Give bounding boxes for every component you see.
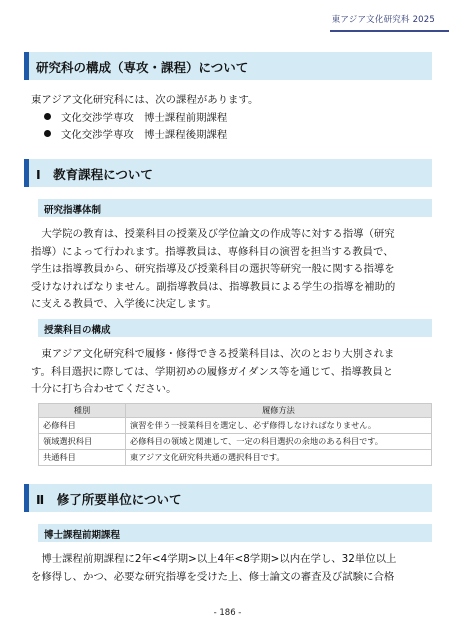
section-heading-units-text: Ⅱ 修了所要単位について: [36, 492, 182, 507]
table-header-row: [39, 404, 432, 418]
bullet-icon: [44, 113, 51, 120]
guidance-paragraph: [31, 226, 432, 314]
heading-accent-mark: [24, 159, 29, 187]
table-cell: 演習を伴う一授業科目を選定し、必ず修得しなければなりません。: [126, 418, 432, 434]
header-rule: [330, 30, 449, 32]
page-number: - 186 -: [213, 608, 242, 618]
table-row: [39, 434, 432, 450]
paragraph-line: 学生は指導教員から、研究指導及び授業科目の選択等研究一般に関する指導を: [31, 263, 395, 276]
table-cell: 必修科目の領域と関連して、一定の科目選択の余地のある科目です。: [126, 434, 432, 450]
section-heading-structure-text: 研究科の構成（専攻・課程）について: [36, 60, 249, 75]
list-item: 文化交渉学専攻 博士課程前期課程: [44, 109, 227, 124]
heading-accent-mark: [24, 52, 29, 80]
paragraph-line: 大学院の教育は、授業科目の授業及び学位論文の作成等に対する指導（研究: [41, 228, 395, 240]
courses-paragraph: [31, 346, 432, 399]
table-header-cell: 種別: [39, 404, 126, 418]
heading-accent-mark: [24, 484, 29, 512]
table-cell: 東アジア文化研究科共通の選択科目です。: [126, 450, 432, 466]
paragraph-line: 東アジア文化研究科で履修・修得できる授業科目は、次のとおり大別されま: [41, 348, 395, 360]
section-heading-units: [24, 484, 432, 512]
course-type-table: [38, 403, 432, 466]
running-header-title: 東アジア文化研究科 2025: [331, 15, 435, 25]
section-heading-education-text: Ⅰ 教育課程について: [36, 167, 153, 182]
paragraph-line: に支える教員で、入学後に決定します。: [31, 298, 217, 311]
structure-intro: 東アジア文化研究科には、次の課程があります。: [31, 94, 259, 106]
subheading-courses: 授業科目の構成: [38, 319, 432, 337]
table-header-cell: 履修方法: [126, 404, 432, 418]
table-row: [39, 450, 432, 466]
table-cell: 必修科目: [39, 418, 126, 434]
paragraph-line: 博士課程前期課程に2年<4学期>以上4年<8学期>以内在学し、32単位以上: [41, 553, 397, 565]
bullet-icon: [44, 130, 51, 137]
paragraph-line: 十分に打ち合わせてください。: [31, 383, 177, 396]
masters-paragraph: [31, 551, 432, 586]
paragraph-line: 受けなければなりません。副指導教員は、指導教員による学生の指導を補助的: [31, 280, 396, 293]
table-row: [39, 418, 432, 434]
table-cell: 領域選択科目: [39, 434, 126, 450]
section-heading-structure: [24, 52, 432, 80]
subheading-guidance: 研究指導体制: [38, 199, 432, 217]
paragraph-line: を修得し、かつ、必要な研究指導を受けた上、修士論文の審査及び試験に合格: [31, 570, 395, 583]
paragraph-line: す。科目選択に際しては、学期初めの履修ガイダンス等を通じて、指導教員と: [31, 365, 394, 378]
table-cell: 共通科目: [39, 450, 126, 466]
subheading-masters: 博士課程前期課程: [38, 524, 432, 542]
list-item: 文化交渉学専攻 博士課程後期課程: [44, 126, 227, 141]
paragraph-line: 指導）によって行われます。指導教員は、専修科目の演習を担当する教員で、: [31, 245, 394, 258]
section-heading-education: [24, 159, 432, 187]
